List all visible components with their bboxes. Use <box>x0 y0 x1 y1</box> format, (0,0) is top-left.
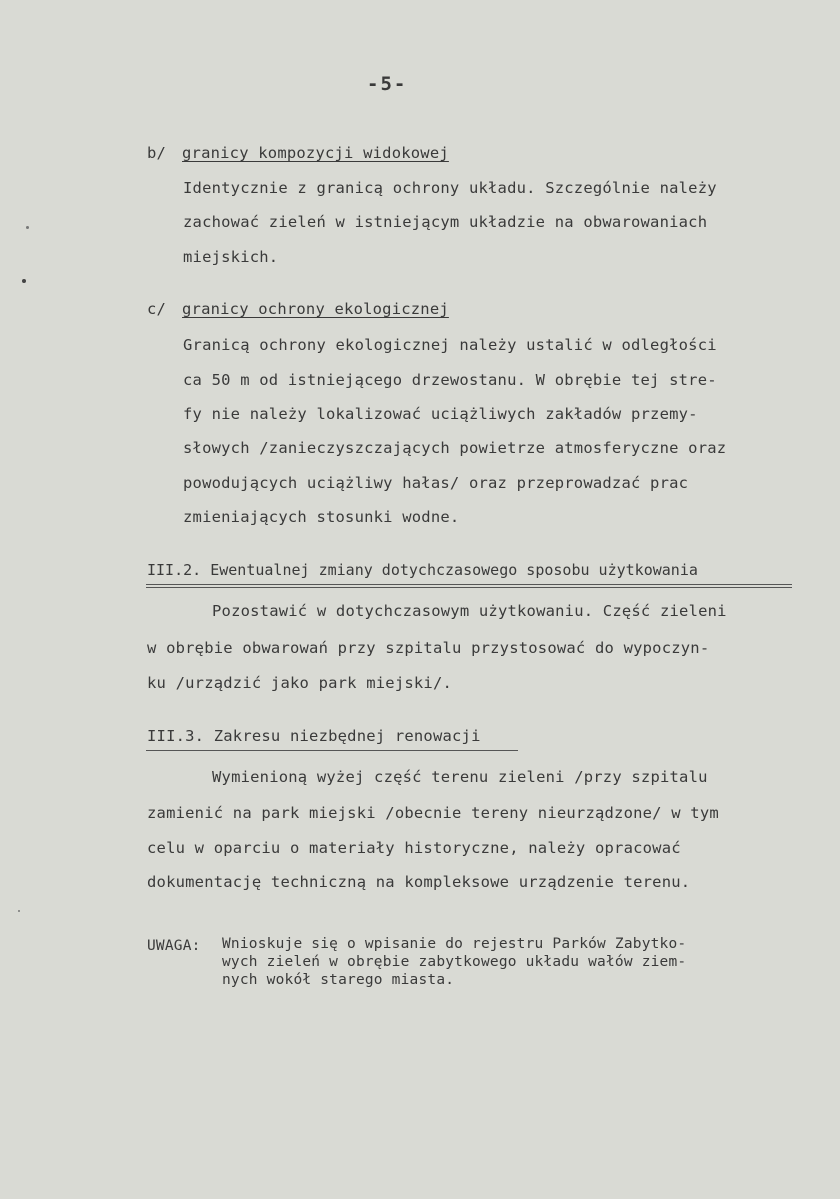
scan-speck <box>22 279 26 283</box>
section-iii3-line-3: celu w oparciu o materiały historyczne, należy opracować <box>147 839 681 857</box>
section-b-line-2: zachować zieleń w istniejącym układzie na obwarowaniach <box>183 213 708 231</box>
scan-speck <box>26 226 29 229</box>
section-iii2-rule <box>146 584 792 585</box>
section-iii2-line-2: w obrębie obwarowań przy szpitalu przystosować do wypoczyn- <box>147 639 710 657</box>
section-c-heading: granicy ochrony ekologicznej <box>182 300 449 318</box>
page-number: -5- <box>367 73 408 95</box>
section-iii3-rule <box>146 750 518 751</box>
section-b-heading: granicy kompozycji widokowej <box>182 144 449 162</box>
section-b-marker: b/ <box>147 144 167 162</box>
section-b-line-3: miejskich. <box>183 248 279 266</box>
note-label: UWAGA: <box>147 938 201 954</box>
section-iii2-line-1: Pozostawić w dotychczasowym użytkowaniu. Część zieleni <box>212 602 727 620</box>
section-iii2-rule-2 <box>146 587 792 588</box>
note-line-3: nych wokół starego miasta. <box>222 972 455 988</box>
section-iii3-line-2: zamienić na park miejski /obecnie tereny nieurządzone/ w tym <box>147 804 719 822</box>
section-c-marker: c/ <box>147 300 167 318</box>
section-c-line-2: ca 50 m od istniejącego drzewostanu. W obrębie tej stre- <box>183 371 717 389</box>
section-iii3-line-1: Wymienioną wyżej część terenu zieleni /przy szpitalu <box>212 768 708 786</box>
section-c-line-4: słowych /zanieczyszczających powietrze atmosferyczne oraz <box>183 439 727 457</box>
section-b-line-1: Identycznie z granicą ochrony układu. Szczególnie należy <box>183 179 717 197</box>
section-iii3-line-4: dokumentację techniczną na kompleksowe urządzenie terenu. <box>147 873 691 891</box>
section-c-line-5: powodujących uciążliwy hałas/ oraz przeprowadzać prac <box>183 474 689 492</box>
scan-speck <box>18 910 20 912</box>
section-c-line-6: zmieniających stosunki wodne. <box>183 508 460 526</box>
section-c-line-3: fy nie należy lokalizować uciążliwych zakładów przemy- <box>183 405 698 423</box>
note-line-2: wych zieleń w obrębie zabytkowego układu wałów ziem- <box>222 954 687 970</box>
note-line-1: Wnioskuje się o wpisanie do rejestru Parków Zabytko- <box>222 936 687 952</box>
section-iii2-heading: III.2. Ewentualnej zmiany dotychczasowego sposobu użytkowania <box>147 561 698 579</box>
section-iii2-line-3: ku /urządzić jako park miejski/. <box>147 674 453 692</box>
section-iii3-heading: III.3. Zakresu niezbędnej renowacji <box>147 727 481 745</box>
section-c-line-1: Granicą ochrony ekologicznej należy ustalić w odległości <box>183 336 717 354</box>
